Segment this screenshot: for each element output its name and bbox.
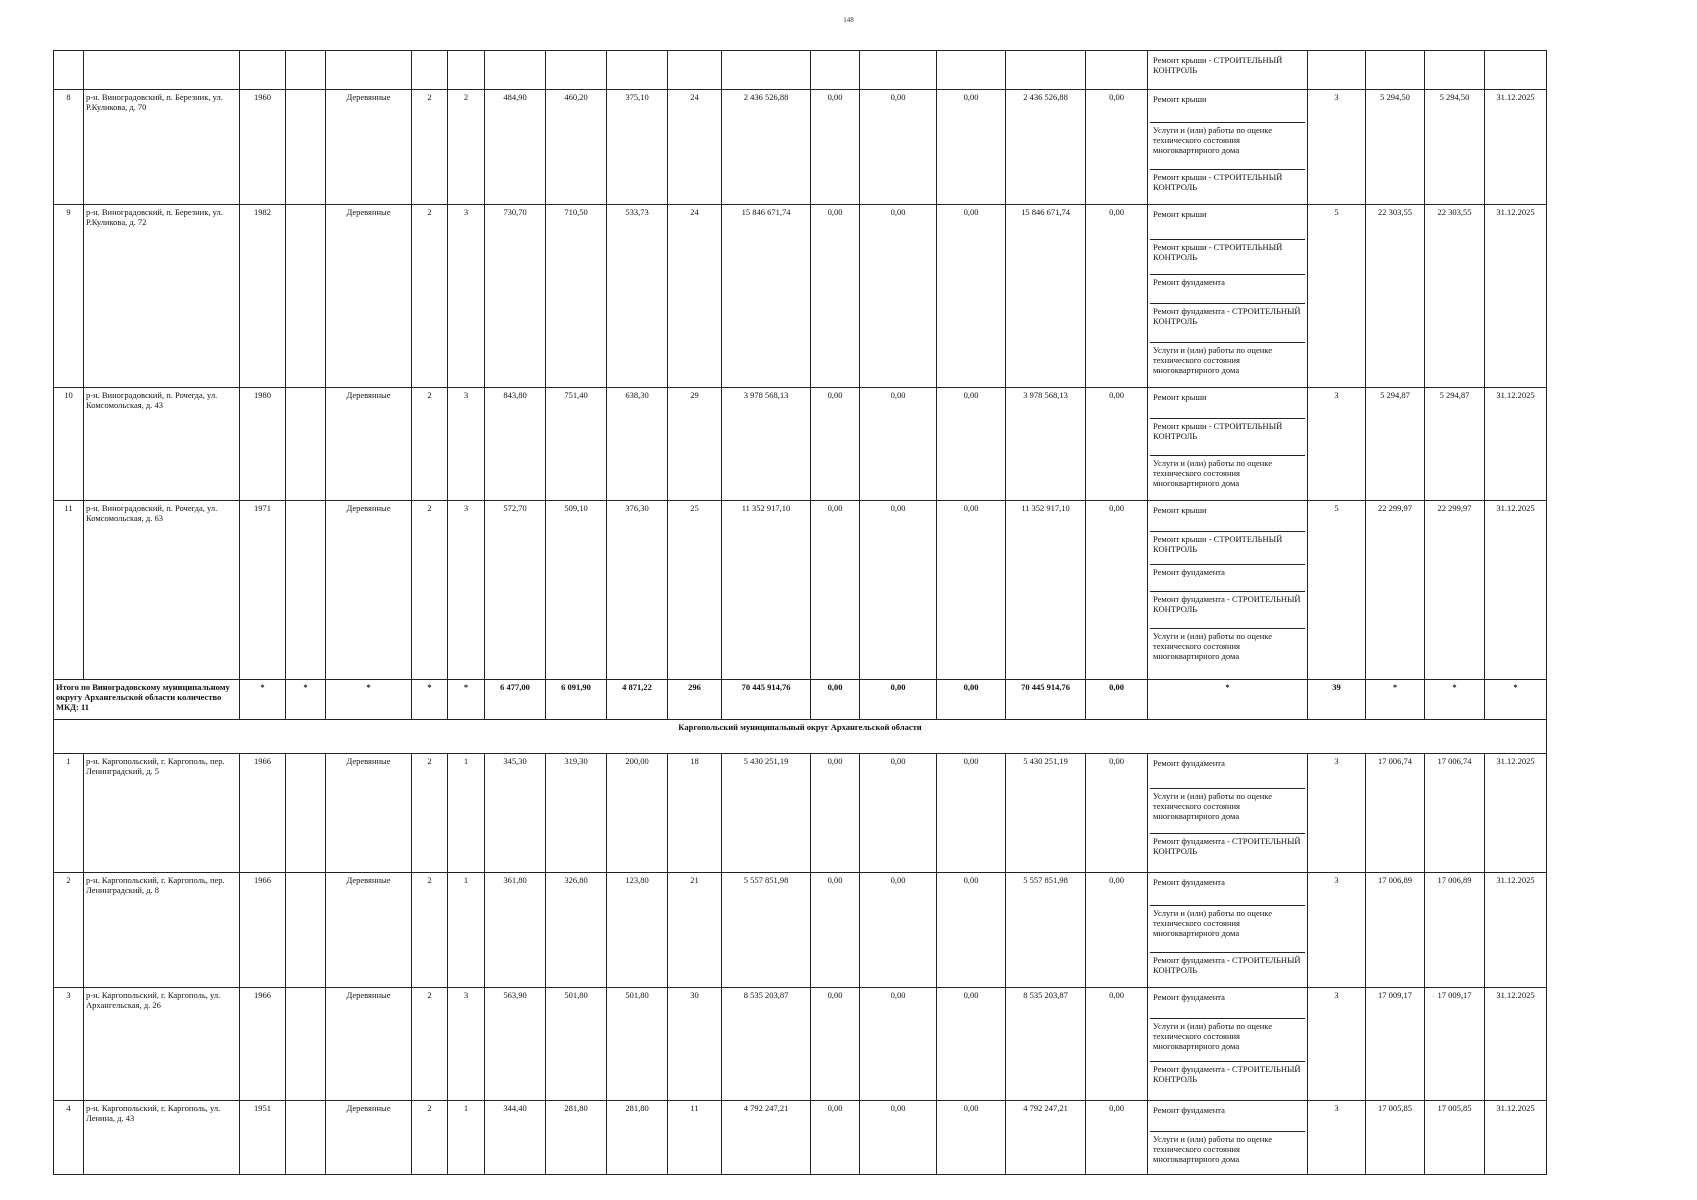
fund-1: 0,00 [811,988,860,1101]
work-type: Ремонт фундамента - СТРОИТЕЛЬНЫЙ КОНТРОЛЬ [1153,836,1301,857]
entrances: 3 [448,501,485,680]
floors: 2 [412,90,448,205]
cost-limit: 17 006,89 [1425,873,1485,988]
empty-col [286,1101,326,1175]
fund-other: 0,00 [1086,205,1148,388]
cost-per-sqm: 5 294,50 [1366,90,1425,205]
residential-area: 200,00 [607,754,668,873]
entrances: 1 [448,873,485,988]
completion-date: 31.12.2025 [1485,388,1547,501]
residential-area: 375,10 [607,90,668,205]
work-type: Ремонт крыши [1150,390,1305,419]
house-row [54,90,1547,205]
wall-material: Деревянные [326,754,412,873]
work-types-cell [1148,51,1308,90]
total-area: 563,90 [485,988,546,1101]
empty-col [286,501,326,680]
build-year: 1966 [240,873,286,988]
fund-3: 0,00 [937,1101,1006,1175]
fund-3: 0,00 [937,988,1006,1101]
fund-2: 0,00 [860,205,937,388]
work-types-cell [1148,988,1308,1101]
house-row [54,205,1547,388]
residential-area: 123,80 [607,873,668,988]
total-cost: 15 846 671,74 [722,205,811,388]
fund-owners: 5 430 251,19 [1006,754,1086,873]
work-type: Ремонт фундамента [1150,990,1305,1019]
total-area: 345,30 [485,754,546,873]
wall-material: Деревянные [326,988,412,1101]
completion-date: 31.12.2025 [1485,1101,1547,1175]
empty-col [286,388,326,501]
work-type: Услуги и (или) работы по оценке технического состояния многоквартирного дома [1153,1134,1272,1165]
cost-per-sqm: 17 009,17 [1366,988,1425,1101]
residents: 25 [668,501,722,680]
fund-other: 0,00 [1086,388,1148,501]
cost-limit: 17 009,17 [1425,988,1485,1101]
fund-2: 0,00 [860,988,937,1101]
work-type: Ремонт фундамента - СТРОИТЕЛЬНЫЙ КОНТРОЛЬ [1153,1064,1301,1085]
cost-per-sqm: 22 299,97 [1366,501,1425,680]
work-count: 5 [1308,501,1366,680]
living-area: 460,20 [546,90,607,205]
entrances: 3 [448,205,485,388]
living-area: 326,80 [546,873,607,988]
residential-area: 501,80 [607,988,668,1101]
work-count: 3 [1308,388,1366,501]
build-year: 1966 [240,754,286,873]
fund-1: 0,00 [811,754,860,873]
wall-material: Деревянные [326,1101,412,1175]
house-row [54,1101,1547,1175]
total-cost-sum: 70 445 914,76 [722,680,811,720]
work-count-sum: 39 [1308,680,1366,720]
fund-1: 0,00 [811,90,860,205]
fund-2: 0,00 [860,873,937,988]
living-area: 710,50 [546,205,607,388]
cost-limit: 5 294,87 [1425,388,1485,501]
fund-2: 0,00 [860,501,937,680]
build-year: 1951 [240,1101,286,1175]
fund-other: 0,00 [1086,988,1148,1101]
residential-area: 376,30 [607,501,668,680]
build-year: 1971 [240,501,286,680]
work-type: Ремонт фундамента [1150,756,1305,789]
work-type: Ремонт крыши - СТРОИТЕЛЬНЫЙ КОНТРОЛЬ [1150,419,1305,456]
completion-date: 31.12.2025 [1485,873,1547,988]
fund-1: 0,00 [811,388,860,501]
row-number: 2 [54,873,84,988]
work-type: Ремонт крыши - СТРОИТЕЛЬНЫЙ КОНТРОЛЬ [1153,55,1283,76]
fund-2: 0,00 [860,388,937,501]
empty-col [286,873,326,988]
total-cost: 4 792 247,21 [722,1101,811,1175]
work-count: 3 [1308,1101,1366,1175]
build-year: 1960 [240,90,286,205]
work-type: Ремонт фундамента [1150,565,1305,592]
work-type: Ремонт крыши - СТРОИТЕЛЬНЫЙ КОНТРОЛЬ [1150,532,1305,565]
cost-limit: 17 006,74 [1425,754,1485,873]
cost-per-sqm: 22 303,55 [1366,205,1425,388]
fund-other: 0,00 [1086,1101,1148,1175]
entrances: 1 [448,1101,485,1175]
star: * [286,680,326,720]
work-type: Ремонт фундамента [1150,875,1305,906]
completion-date: 31.12.2025 [1485,988,1547,1101]
wall-material: Деревянные [326,205,412,388]
completion-date: 31.12.2025 [1485,205,1547,388]
star: * [240,680,286,720]
residents: 18 [668,754,722,873]
total-area: 572,70 [485,501,546,680]
work-type: Услуги и (или) работы по оценке технического состояния многоквартирного дома [1153,345,1272,376]
star: * [326,680,412,720]
total-area: 730,70 [485,205,546,388]
work-count: 5 [1308,205,1366,388]
house-row [54,754,1547,873]
work-types-cell [1148,501,1308,680]
fund-owners: 2 436 526,88 [1006,90,1086,205]
empty-col [286,205,326,388]
fund-other: 0,00 [1086,90,1148,205]
work-type: Услуги и (или) работы по оценке технического состояния многоквартирного дома [1150,123,1305,170]
work-type: Ремонт фундамента - СТРОИТЕЛЬНЫЙ КОНТРОЛЬ [1150,304,1305,343]
empty-col [286,90,326,205]
star: * [448,680,485,720]
residents: 30 [668,988,722,1101]
fund-1: 0,00 [811,873,860,988]
row-number: 4 [54,1101,84,1175]
page-number: 148 [843,16,854,24]
fund-owners-sum: 70 445 914,76 [1006,680,1086,720]
fund-3: 0,00 [937,501,1006,680]
build-year: 1982 [240,205,286,388]
wall-material: Деревянные [326,90,412,205]
floors: 2 [412,988,448,1101]
work-types-cell [1148,873,1308,988]
fund-other: 0,00 [1086,754,1148,873]
fund-other-sum: 0,00 [1086,680,1148,720]
row-number: 8 [54,90,84,205]
fund-1: 0,00 [811,501,860,680]
star: * [1425,680,1485,720]
total-area-sum: 6 477,00 [485,680,546,720]
total-label: Итого по Виноградовскому муниципальному округу Архангельской области количество МКД: 11 [54,680,240,720]
floors: 2 [412,205,448,388]
cost-per-sqm: 17 006,74 [1366,754,1425,873]
wall-material: Деревянные [326,501,412,680]
residents: 24 [668,90,722,205]
wall-material: Деревянные [326,873,412,988]
residents: 29 [668,388,722,501]
build-year: 1980 [240,388,286,501]
cost-limit: 22 299,97 [1425,501,1485,680]
living-area: 509,10 [546,501,607,680]
cost-limit: 22 303,55 [1425,205,1485,388]
address: р-н. Каргопольский, г. Каргополь, ул. Ленина, д. 43 [84,1101,240,1175]
work-types-cell [1148,1101,1308,1175]
work-count: 3 [1308,90,1366,205]
address: р-н. Виноградовский, п. Березник, ул. Р.Куликова, д. 70 [84,90,240,205]
residential-area-sum: 4 871,22 [607,680,668,720]
living-area: 281,80 [546,1101,607,1175]
fund-3: 0,00 [937,754,1006,873]
address: р-н. Каргопольский, г. Каргополь, ул. Архангельская, д. 26 [84,988,240,1101]
fund-1-sum: 0,00 [811,680,860,720]
living-area: 751,40 [546,388,607,501]
work-type: Ремонт крыши - СТРОИТЕЛЬНЫЙ КОНТРОЛЬ [1150,240,1305,275]
district-title: Каргопольский муниципальный округ Архангельской области [54,720,1547,754]
cost-per-sqm: 5 294,87 [1366,388,1425,501]
empty-col [286,988,326,1101]
house-row [54,988,1547,1101]
fund-other: 0,00 [1086,501,1148,680]
build-year: 1966 [240,988,286,1101]
total-cost: 2 436 526,88 [722,90,811,205]
work-count: 3 [1308,988,1366,1101]
repair-program-table [53,50,1547,1175]
address: р-н. Виноградовский, п. Рочегда, ул. Комсомольская, д. 43 [84,388,240,501]
work-type: Услуги и (или) работы по оценке технического состояния многоквартирного дома [1150,1019,1305,1062]
cost-per-sqm: 17 006,89 [1366,873,1425,988]
entrances: 2 [448,90,485,205]
living-area: 319,30 [546,754,607,873]
fund-2: 0,00 [860,90,937,205]
residential-area: 281,80 [607,1101,668,1175]
fund-owners: 15 846 671,74 [1006,205,1086,388]
fund-1: 0,00 [811,1101,860,1175]
row-number: 1 [54,754,84,873]
total-area: 484,90 [485,90,546,205]
floors: 2 [412,754,448,873]
residential-area: 533,73 [607,205,668,388]
fund-3: 0,00 [937,205,1006,388]
star: * [1485,680,1547,720]
continuation-row [54,51,1547,90]
residents: 21 [668,873,722,988]
star: * [1366,680,1425,720]
work-type: Услуги и (или) работы по оценке технического состояния многоквартирного дома [1153,458,1272,489]
work-type: Ремонт крыши [1150,503,1305,532]
completion-date: 31.12.2025 [1485,754,1547,873]
fund-owners: 3 978 568,13 [1006,388,1086,501]
total-cost: 11 352 917,10 [722,501,811,680]
completion-date: 31.12.2025 [1485,501,1547,680]
work-types-cell [1148,388,1308,501]
fund-2: 0,00 [860,754,937,873]
work-type: Ремонт фундамента [1150,1103,1305,1132]
fund-owners: 11 352 917,10 [1006,501,1086,680]
fund-2: 0,00 [860,1101,937,1175]
living-area: 501,80 [546,988,607,1101]
total-area: 361,80 [485,873,546,988]
work-type: Ремонт крыши - СТРОИТЕЛЬНЫЙ КОНТРОЛЬ [1153,172,1283,193]
star: * [412,680,448,720]
star: * [1148,680,1308,720]
residents: 11 [668,1101,722,1175]
row-number: 10 [54,388,84,501]
floors: 2 [412,1101,448,1175]
house-row [54,388,1547,501]
wall-material: Деревянные [326,388,412,501]
residential-area: 638,30 [607,388,668,501]
entrances: 3 [448,388,485,501]
work-count: 3 [1308,873,1366,988]
work-types-cell [1148,90,1308,205]
total-area: 843,80 [485,388,546,501]
entrances: 1 [448,754,485,873]
work-type: Ремонт фундамента [1150,275,1305,304]
entrances: 3 [448,988,485,1101]
work-type: Услуги и (или) работы по оценке технического состояния многоквартирного дома [1150,789,1305,834]
total-cost: 5 557 851,98 [722,873,811,988]
row-number: 9 [54,205,84,388]
total-cost: 8 535 203,87 [722,988,811,1101]
work-type: Ремонт крыши [1150,207,1305,240]
work-types-cell [1148,754,1308,873]
district-header-row [54,720,1547,754]
fund-2-sum: 0,00 [860,680,937,720]
row-number: 3 [54,988,84,1101]
work-type: Услуги и (или) работы по оценке технического состояния многоквартирного дома [1150,906,1305,953]
house-row [54,873,1547,988]
cost-limit: 17 005,85 [1425,1101,1485,1175]
row-number: 11 [54,501,84,680]
fund-3: 0,00 [937,388,1006,501]
living-area-sum: 6 091,90 [546,680,607,720]
address: р-н. Виноградовский, п. Березник, ул. Р.Куликова, д. 72 [84,205,240,388]
total-cost: 5 430 251,19 [722,754,811,873]
fund-other: 0,00 [1086,873,1148,988]
address: р-н. Каргопольский, г. Каргополь, пер. Ленинградский, д. 5 [84,754,240,873]
district-total-row [54,680,1547,720]
address: р-н. Виноградовский, п. Рочегда, ул. Комсомольская, д. 63 [84,501,240,680]
work-count: 3 [1308,754,1366,873]
work-type: Ремонт крыши [1150,92,1305,123]
floors: 2 [412,501,448,680]
floors: 2 [412,388,448,501]
cost-limit: 5 294,50 [1425,90,1485,205]
fund-owners: 4 792 247,21 [1006,1101,1086,1175]
work-type: Ремонт фундамента - СТРОИТЕЛЬНЫЙ КОНТРОЛЬ [1153,955,1301,976]
work-type: Услуги и (или) работы по оценке технического состояния многоквартирного дома [1153,631,1272,662]
completion-date: 31.12.2025 [1485,90,1547,205]
work-type: Ремонт фундамента - СТРОИТЕЛЬНЫЙ КОНТРОЛЬ [1150,592,1305,629]
residents-sum: 296 [668,680,722,720]
fund-owners: 5 557 851,98 [1006,873,1086,988]
address: р-н. Каргопольский, г. Каргополь, пер. Ленинградский, д. 8 [84,873,240,988]
total-area: 344,40 [485,1101,546,1175]
total-cost: 3 978 568,13 [722,388,811,501]
fund-3: 0,00 [937,873,1006,988]
fund-3: 0,00 [937,90,1006,205]
cost-per-sqm: 17 005,85 [1366,1101,1425,1175]
house-row [54,501,1547,680]
fund-owners: 8 535 203,87 [1006,988,1086,1101]
floors: 2 [412,873,448,988]
residents: 24 [668,205,722,388]
work-types-cell [1148,205,1308,388]
fund-1: 0,00 [811,205,860,388]
fund-3-sum: 0,00 [937,680,1006,720]
empty-col [286,754,326,873]
